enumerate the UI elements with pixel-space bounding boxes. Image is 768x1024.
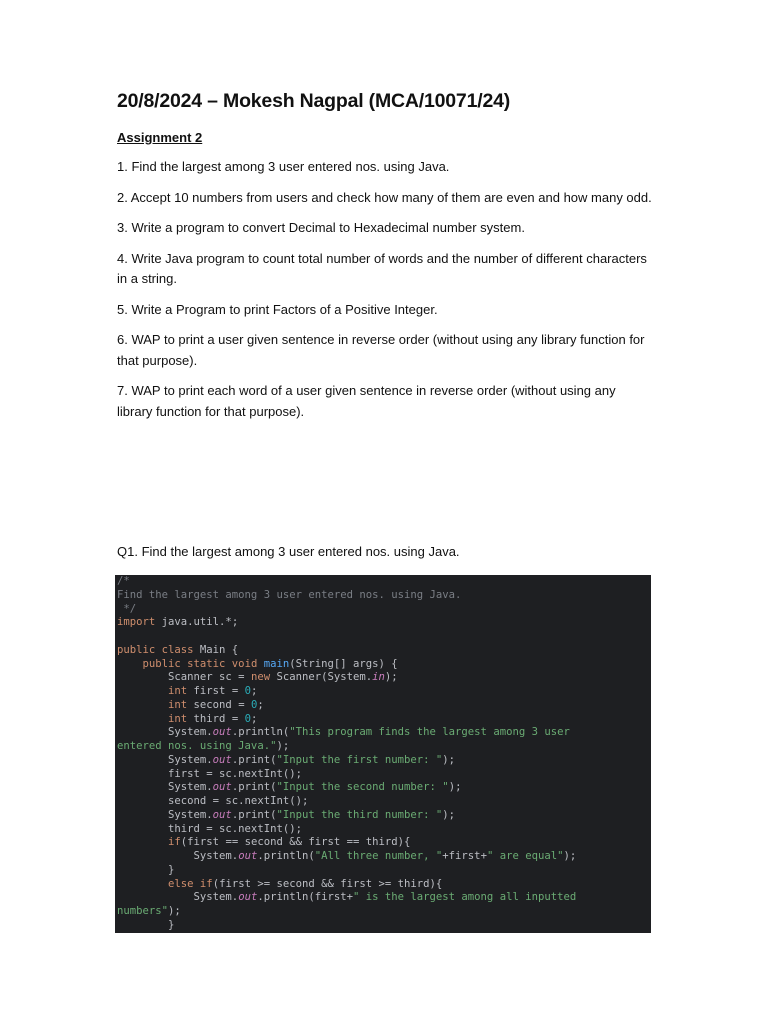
assignment-item: 5. Write a Program to print Factors of a Positive Integer.: [117, 301, 438, 317]
code-token: 0: [244, 685, 251, 697]
code-token: 0: [250, 698, 258, 711]
code-line: [117, 575, 651, 589]
assignment-item: 6. WAP to print a user given sentence in reverse order (without using any library function for that purpose).: [117, 332, 645, 368]
code-line: [117, 781, 651, 795]
code-token: System.: [117, 850, 239, 862]
code-token: public class: [117, 643, 200, 656]
code-token: int: [168, 685, 194, 697]
code-token: " is the largest among all inputted: [353, 891, 577, 904]
code-line: [117, 809, 651, 823]
code-token: java.util.*;: [161, 616, 239, 629]
code-line: [117, 671, 651, 685]
code-token: entered nos. using Java.": [117, 740, 277, 752]
code-token: .print(: [231, 753, 277, 766]
assignment-item: 1. Find the largest among 3 user entered nos. using Java.: [117, 159, 450, 174]
code-token: [117, 713, 168, 725]
code-line: [117, 603, 651, 617]
code-token: .print(: [231, 781, 277, 794]
code-line: [117, 644, 651, 658]
code-token: Scanner(System.: [276, 671, 373, 684]
code-line: [117, 713, 651, 727]
code-line: [117, 823, 651, 837]
code-token: */: [117, 602, 137, 615]
code-token: ;: [257, 698, 264, 711]
assignment-item: 7. WAP to print each word of a user given sentence in reverse order (without using any library function for that purpose).: [117, 383, 616, 419]
code-token: (first == second && first == third){: [180, 836, 411, 849]
question-heading: Q1. Find the largest among 3 user entered nos. using Java.: [117, 544, 460, 559]
code-token: Main {: [199, 643, 239, 656]
code-token: System.: [117, 781, 213, 794]
document-body: [117, 88, 652, 432]
code-token: [117, 836, 168, 848]
code-token: third =: [193, 712, 245, 725]
code-token: in: [372, 671, 385, 684]
code-listing: [117, 575, 651, 933]
code-token: );: [563, 850, 577, 862]
code-line: [117, 589, 651, 603]
code-token: .println(: [231, 726, 290, 739]
code-token: [117, 658, 143, 670]
code-token: );: [442, 808, 456, 821]
code-line: [117, 919, 651, 933]
code-token: System.: [117, 726, 213, 739]
code-token: System.: [117, 891, 239, 904]
code-token: new: [250, 671, 277, 684]
code-token: [117, 699, 168, 711]
assignment-item: 4. Write Java program to count total number of words and the number of different characters in a string.: [117, 250, 647, 286]
code-line: [117, 795, 651, 809]
code-token: "This program finds the largest among 3 user: [289, 726, 570, 739]
code-token: 0: [244, 712, 251, 725]
assignment-item: 2. Accept 10 numbers from users and check how many of them are even and how many odd.: [117, 189, 652, 205]
code-token: second = sc.nextInt();: [117, 795, 309, 807]
code-token: (first >= second && first >= third){: [212, 877, 443, 890]
code-token: out: [212, 781, 232, 794]
code-token: "Input the first number: ": [276, 753, 443, 766]
code-line: [117, 878, 651, 892]
assignment-item: 3. Write a program to convert Decimal to Hexadecimal number system.: [117, 220, 525, 235]
code-token: third = sc.nextInt();: [117, 822, 302, 835]
code-line: [117, 864, 651, 878]
assignment-list: [117, 157, 652, 422]
code-token: (String[] args) {: [289, 657, 398, 670]
code-token: );: [276, 740, 290, 752]
code-token: int: [168, 712, 194, 725]
code-token: [117, 878, 168, 890]
code-token: if: [168, 836, 181, 849]
code-token: ;: [250, 685, 258, 697]
code-line: [117, 685, 651, 699]
code-token: ;: [250, 712, 258, 725]
code-token: second =: [193, 698, 251, 711]
code-token: import: [117, 616, 162, 629]
code-line: [117, 768, 651, 782]
code-line: [117, 850, 651, 864]
code-token: [117, 685, 168, 697]
code-token: first =: [193, 685, 245, 697]
code-token: out: [238, 850, 258, 862]
code-token: Find the largest among 3 user entered nos. using Java.: [117, 588, 462, 601]
code-token: int: [168, 698, 194, 711]
code-token: " are equal": [486, 850, 564, 862]
code-token: }: [117, 863, 175, 876]
code-line: [117, 891, 651, 905]
code-token: out: [212, 808, 232, 821]
assignment-subtitle: Assignment 2: [117, 130, 203, 145]
code-token: out: [212, 753, 232, 766]
code-token: );: [384, 671, 398, 684]
page-title: 20/8/2024 – Mokesh Nagpal (MCA/10071/24): [117, 90, 511, 112]
code-token: .print(: [231, 808, 277, 821]
code-token: +first+: [442, 850, 487, 862]
code-line: [117, 616, 651, 630]
code-token: );: [442, 753, 456, 766]
code-token: /*: [117, 575, 130, 587]
code-token: "Input the second number: ": [276, 781, 449, 794]
code-token: );: [448, 781, 462, 794]
code-token: "Input the third number: ": [276, 808, 443, 821]
code-token: public static void: [142, 657, 264, 670]
code-token: Scanner sc =: [117, 671, 251, 684]
code-block: [115, 575, 651, 933]
code-token: );: [168, 905, 181, 917]
code-token: "All three number, ": [314, 850, 443, 862]
code-token: main: [263, 657, 290, 670]
code-line: [117, 658, 651, 672]
code-token: .println(: [257, 850, 315, 862]
code-token: .println(first+: [257, 891, 353, 904]
code-line: [117, 726, 651, 740]
code-line: [117, 836, 651, 850]
code-line: [117, 740, 651, 754]
code-line: [117, 699, 651, 713]
code-line: [117, 754, 651, 768]
code-token: numbers": [117, 905, 169, 917]
code-token: else if: [168, 877, 213, 890]
code-token: out: [238, 891, 258, 904]
code-token: first = sc.nextInt();: [117, 767, 302, 780]
code-line: [117, 630, 651, 644]
code-token: out: [212, 726, 232, 739]
code-token: System.: [117, 808, 213, 821]
code-token: System.: [117, 753, 213, 766]
code-token: }: [117, 918, 175, 931]
code-line: [117, 905, 651, 919]
